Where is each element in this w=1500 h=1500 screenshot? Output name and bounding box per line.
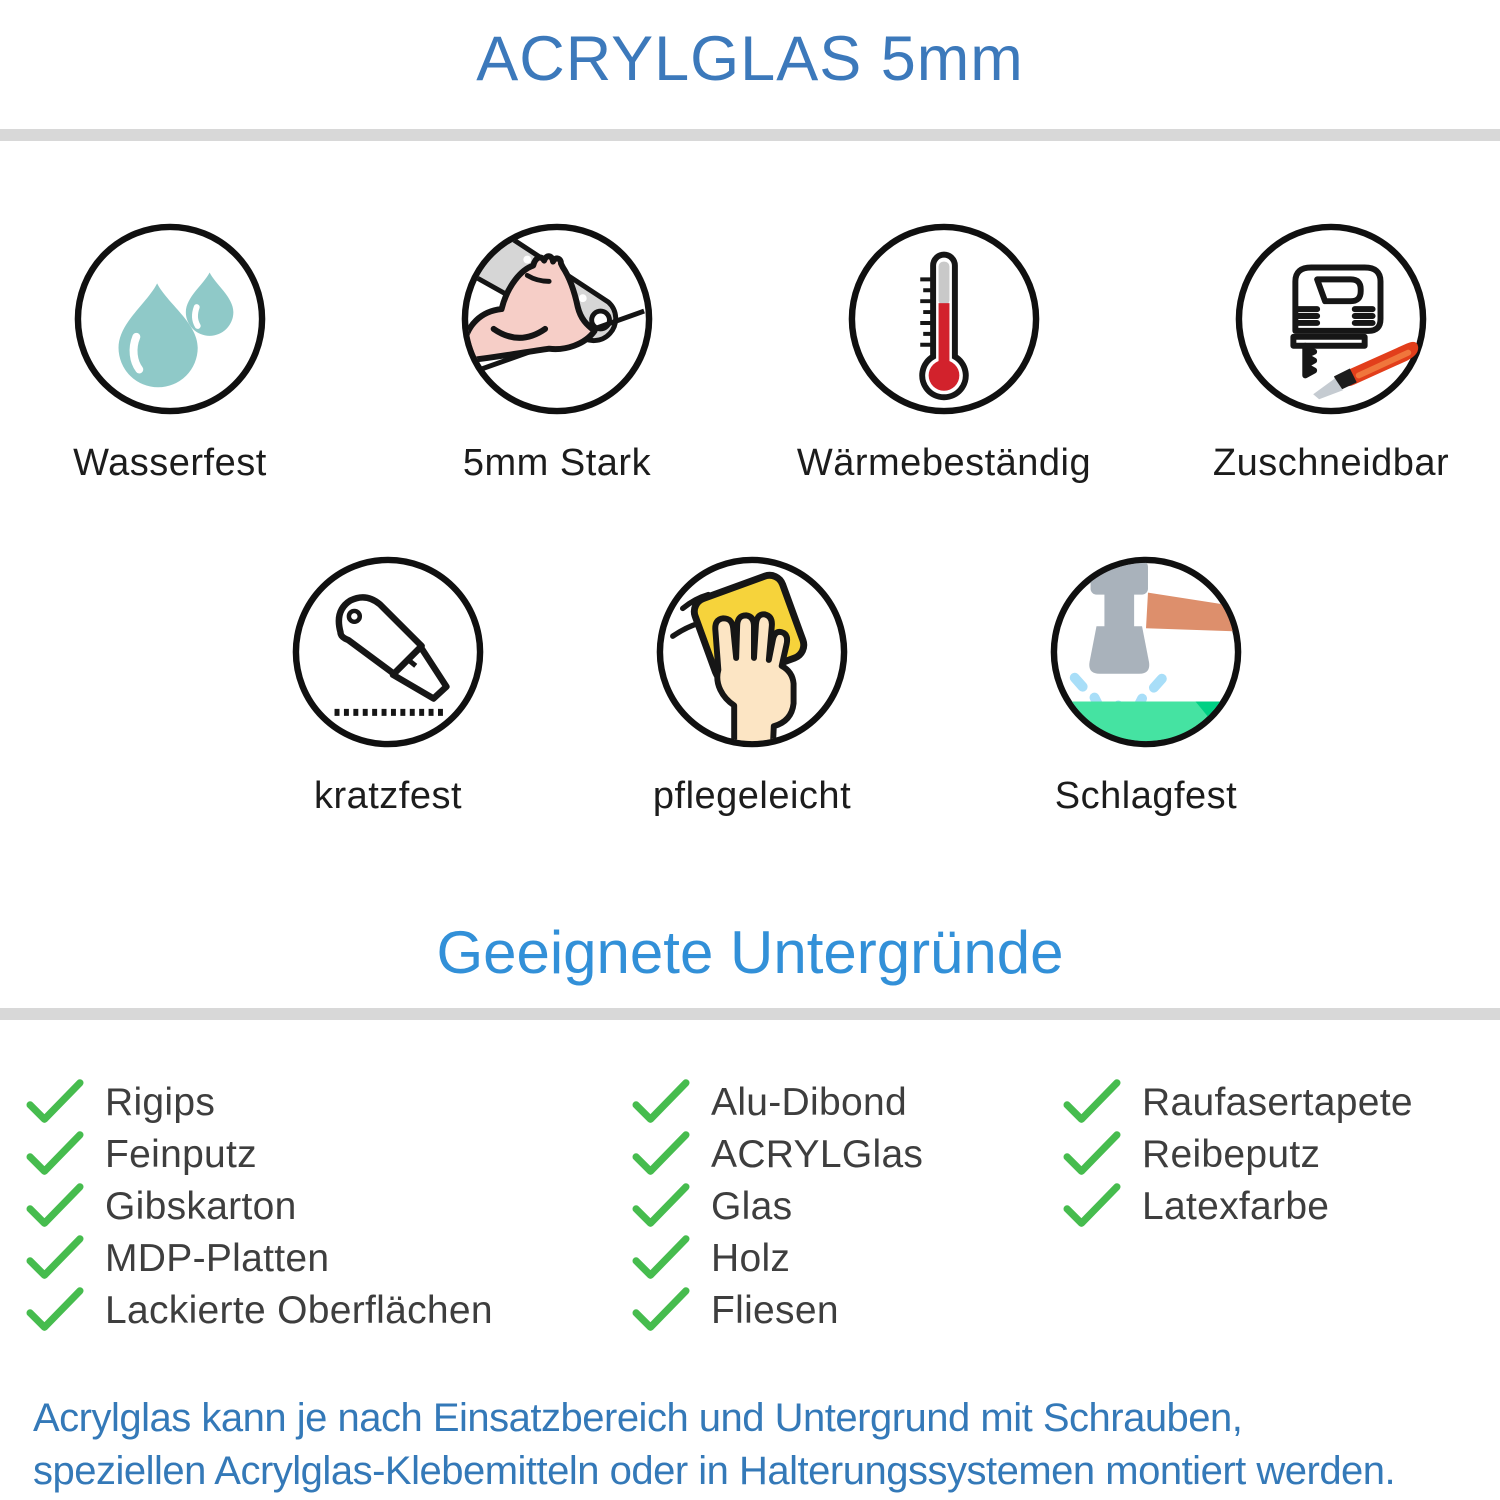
feature-5mm-stark [367, 220, 747, 485]
footer-note-line1: Acrylglas kann je nach Einsatzbereich und Untergrund mit Schrauben, [33, 1396, 1243, 1440]
check-icon [1061, 1079, 1123, 1125]
feature-label: kratzfest [313, 775, 463, 817]
substrate-label: ACRYLGlas [711, 1132, 924, 1176]
substrate-item [630, 1076, 923, 1128]
divider-middle [0, 1008, 1500, 1020]
feature-label: 5mm Stark [462, 442, 652, 484]
feature-pflegeleicht [562, 553, 942, 818]
substrate-label: Holz [711, 1236, 791, 1280]
feature-label: Zuschneidbar [1212, 442, 1450, 484]
page-title: ACRYLGLAS 5mm [476, 24, 1024, 94]
substrate-item [24, 1128, 493, 1180]
feature-label: pflegeleicht [652, 775, 852, 817]
substrate-item [24, 1284, 493, 1336]
jigsaw-icon [1232, 220, 1430, 418]
divider-top [0, 129, 1500, 141]
check-icon [24, 1131, 86, 1177]
substrate-label: Rigips [105, 1080, 216, 1124]
check-icon [24, 1287, 86, 1333]
substrate-item [24, 1232, 493, 1284]
feature-label: Wasserfest [73, 442, 267, 484]
substrate-item [1061, 1128, 1413, 1180]
substrate-item [630, 1284, 923, 1336]
check-icon [24, 1235, 86, 1281]
substrate-item [630, 1128, 923, 1180]
substrate-item [630, 1232, 923, 1284]
check-icon [630, 1235, 692, 1281]
feature-kratzfest [198, 553, 578, 818]
substrate-label: Alu-Dibond [711, 1080, 907, 1124]
feature-waermebestaendig [754, 220, 1134, 485]
check-icon [24, 1079, 86, 1125]
substrate-item [24, 1180, 493, 1232]
cutter-knife-icon [289, 553, 487, 751]
cleaning-cloth-hand-icon [653, 553, 851, 751]
substrate-column-3 [1061, 1076, 1413, 1232]
substrate-label: Gibskarton [105, 1184, 297, 1228]
substrate-label: Feinputz [105, 1132, 257, 1176]
hammer-impact-icon [1047, 553, 1245, 751]
feature-zuschneidbar [1141, 220, 1500, 485]
substrate-label: Fliesen [711, 1288, 839, 1332]
substrate-label: MDP-Platten [105, 1236, 330, 1280]
section-title-untergruende: Geeignete Untergründe [436, 919, 1064, 986]
substrate-label: Reibeputz [1142, 1132, 1321, 1176]
substrate-label: Lackierte Oberflächen [105, 1288, 493, 1332]
feature-label: Schlagfest [1054, 775, 1238, 817]
substrate-label: Raufasertapete [1142, 1080, 1413, 1124]
substrate-item [24, 1076, 493, 1128]
feature-label: Wärmebeständig [796, 442, 1092, 484]
footer-note [33, 1392, 1493, 1498]
feature-schlagfest [956, 553, 1336, 818]
water-drops-icon [71, 220, 269, 418]
check-icon [630, 1079, 692, 1125]
substrate-label: Latexfarbe [1142, 1184, 1330, 1228]
muscle-arm-icon [458, 220, 656, 418]
substrate-label: Glas [711, 1184, 793, 1228]
substrate-item [1061, 1076, 1413, 1128]
check-icon [630, 1183, 692, 1229]
substrate-column-2 [630, 1076, 923, 1336]
thermometer-icon [845, 220, 1043, 418]
check-icon [1061, 1131, 1123, 1177]
substrate-column-1 [24, 1076, 493, 1336]
check-icon [24, 1183, 86, 1229]
footer-note-line2: speziellen Acrylglas-Klebemitteln oder in Halterungssystemen montiert werden. [33, 1449, 1396, 1493]
substrate-item [1061, 1180, 1413, 1232]
feature-wasserfest [0, 220, 360, 485]
check-icon [1061, 1183, 1123, 1229]
check-icon [630, 1131, 692, 1177]
substrate-item [630, 1180, 923, 1232]
check-icon [630, 1287, 692, 1333]
